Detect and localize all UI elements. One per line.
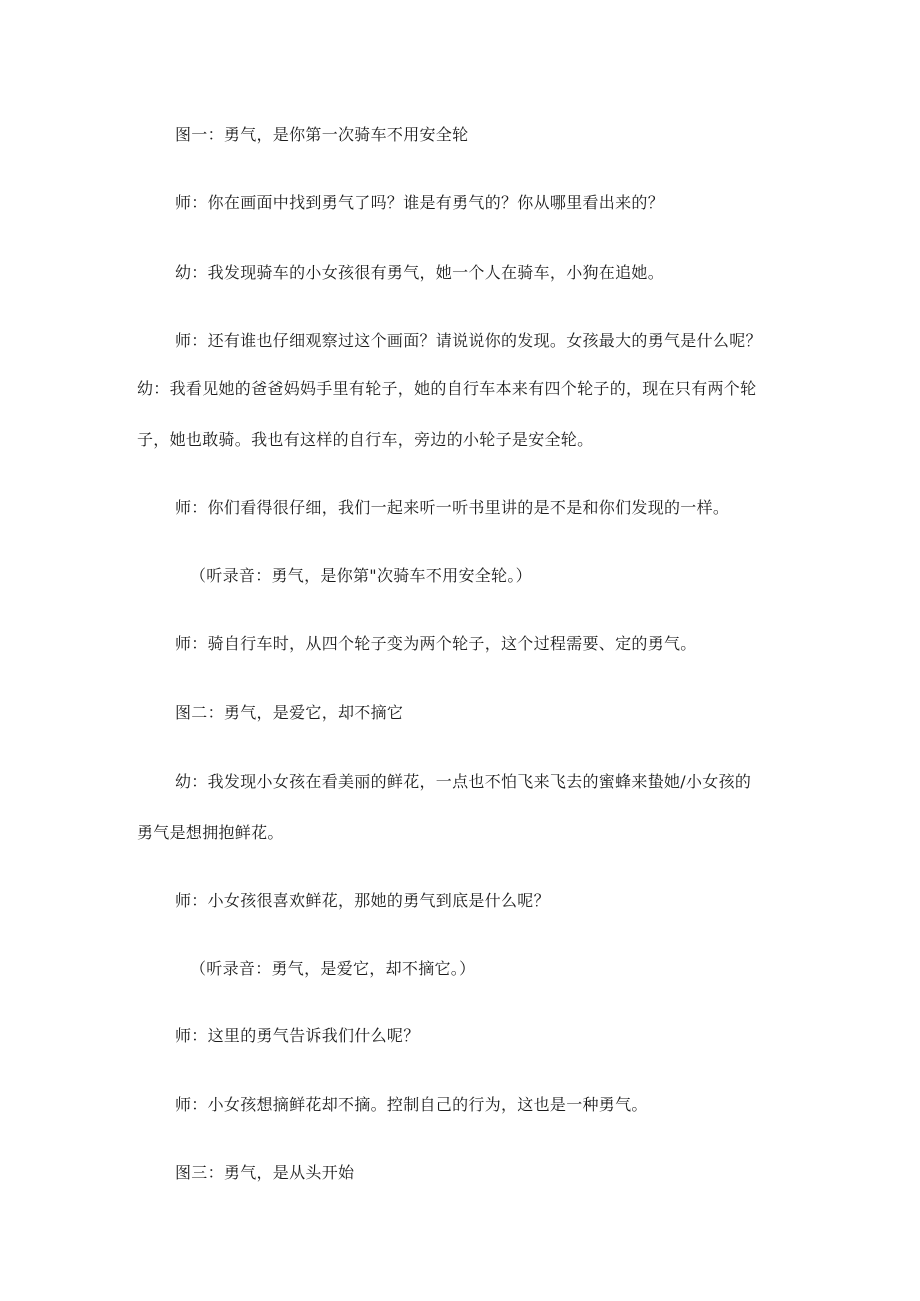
teacher-line: 师：这里的勇气告诉我们什么呢？ (175, 1026, 420, 1045)
teacher-line: 师：你在画面中找到勇气了吗？谁是有勇气的？你从哪里看出来的？ (175, 193, 665, 212)
teacher-line: 师：小女孩想摘鲜花却不摘。控制自己的行为，这也是一种勇气。 (175, 1095, 648, 1114)
child-line: 幼：我发现骑车的小女孩很有勇气，她一个人在骑车，小狗在追她。 (175, 263, 665, 282)
child-line: 幼：我看见她的爸爸妈妈手里有轮子，她的自行车本来有四个轮子的，现在只有两个轮 (137, 379, 757, 398)
child-line-continued: 子，她也敢骑。我也有这样的自行车，旁边的小轮子是安全轮。 (137, 430, 594, 449)
recording-note: （听录音：勇气，是你第"次骑车不用安全轮。） (190, 566, 532, 585)
teacher-line: 师：骑自行车时，从四个轮子变为两个轮子，这个过程需要、定的勇气。 (175, 634, 697, 653)
teacher-line: 师：你们看得很仔细，我们一起来听一听书里讲的是不是和你们发现的一样。 (175, 498, 730, 517)
teacher-line: 师：还有谁也仔细观察过这个画面？请说说你的发现。女孩最大的勇气是什么呢？ (175, 331, 762, 350)
heading-figure-1: 图一：勇气，是你第一次骑车不用安全轮 (175, 125, 469, 144)
child-line-continued: 勇气是想拥抱鲜花。 (137, 823, 284, 842)
teacher-line: 师：小女孩很喜欢鲜花，那她的勇气到底是什么呢？ (175, 891, 550, 910)
heading-figure-2: 图二：勇气，是爱它，却不摘它 (175, 703, 404, 722)
recording-note: （听录音：勇气，是爱它，却不摘它。） (190, 959, 476, 978)
child-line: 幼：我发现小女孩在看美丽的鲜花，一点也不怕飞来飞去的蜜蜂来蛰她/小女孩的 (175, 772, 752, 791)
heading-figure-3: 图三：勇气，是从头开始 (175, 1163, 355, 1182)
